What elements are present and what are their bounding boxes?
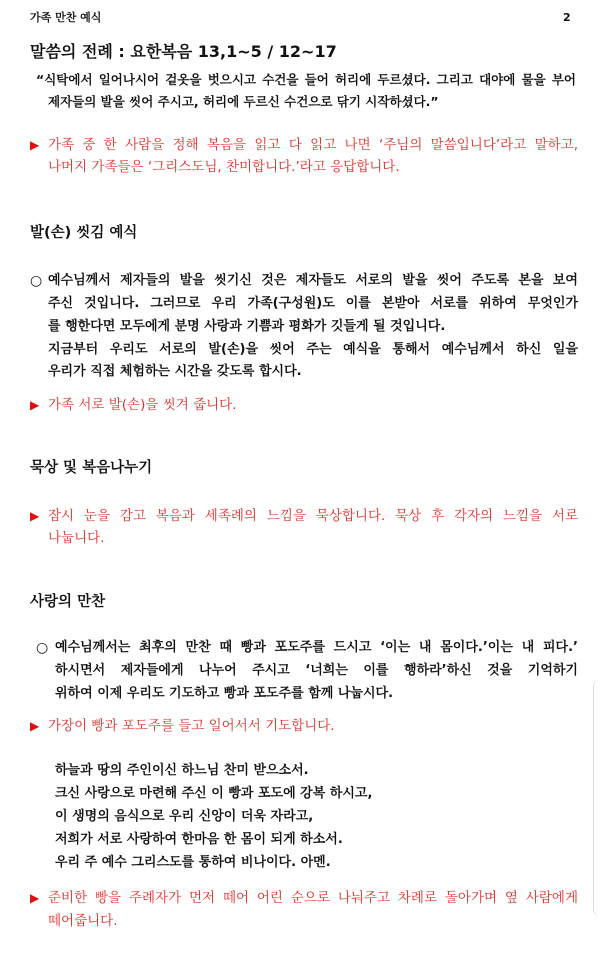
triangle-bullet-icon: ▶ [30,891,40,905]
circle-bullet-icon: ○ [36,640,49,656]
document-header-title: 가족 만찬 예식 [30,11,102,24]
triangle-bullet-icon: ▶ [30,719,40,733]
instruction-line: 가족 중 한 사람을 정해 복음을 읽고 다 읽고 나면 ‘주님의 말씀입니다’라고 말하고, [48,137,578,153]
instruction-line: 가족 서로 발(손)을 씻겨 줍니다. [48,397,237,413]
prayer-line: 하늘과 땅의 주인이신 하느님 찬미 받으소서. [55,763,309,778]
triangle-bullet-icon: ▶ [30,138,40,152]
section-title-meditation: 묵상 및 복음나누기 [30,460,153,476]
instruction-line: 준비한 빵을 주례자가 먼저 떼어 어린 순으로 나눠주고 차례로 돌아가며 옆 사람에게 [48,890,578,906]
scrollbar[interactable] [593,680,601,916]
instruction-line: 잠시 눈을 감고 복음과 세족례의 느낌을 묵상합니다. 묵상 후 각자의 느낌을 서로 [48,508,578,524]
scripture-quote-line: “식탁에서 일어나시어 겉옷을 벗으시고 수건을 들어 허리에 두르셨다. 그리고 대야에 물을 부어 [36,72,576,87]
page-number: 2 [563,11,571,24]
instruction-line: 나눕니다. [48,530,105,546]
prayer-line: 우리 주 예수 그리스도를 통하여 비나이다. 아멘. [55,855,331,870]
prayer-line: 이 생명의 음식으로 우리 신앙이 더욱 자라고, [55,809,314,824]
instruction-line: 떼어줍니다. [48,913,118,929]
section-title-word-liturgy: 말씀의 전례 : 요한복음 13,1~5 / 12~17 [30,42,337,61]
instruction-line: 가장이 빵과 포도주를 들고 일어서서 기도합니다. [48,718,335,734]
section-title-washing: 발(손) 씻김 예식 [30,225,138,241]
prayer-line: 저희가 서로 사랑하여 한마음 한 몸이 되게 하소서. [55,832,343,847]
paragraph-line: 주신 것입니다. 그러므로 우리 가족(구성원)도 이를 본받아 서로를 위하여 무엇인가 [48,296,578,311]
paragraph-line: 예수님께서는 최후의 만찬 때 빵과 포도주를 드시고 ‘이는 내 몸이다.’이는 내 피다.’ [55,640,578,655]
paragraph-line: 를 행한다면 모두에게 분명 사랑과 기쁨과 평화가 깃들게 될 것입니다. [48,319,446,334]
prayer-line: 크신 사랑으로 마련해 주신 이 빵과 포도에 강복 하시고, [55,786,373,801]
triangle-bullet-icon: ▶ [30,398,40,412]
triangle-bullet-icon: ▶ [30,509,40,523]
circle-bullet-icon: ○ [30,273,43,289]
section-title-love-supper: 사랑의 만찬 [30,594,106,610]
paragraph-line: 지금부터 우리도 서로의 발(손)을 씻어 주는 예식을 통해서 예수님께서 하신 일을 [48,342,578,357]
instruction-line: 나머지 가족들은 ‘그리스도님, 찬미합니다.’라고 응답합니다. [48,159,400,175]
paragraph-line: 하시면서 제자들에게 나누어 주시고 ‘너희는 이를 행하라’하신 것을 기억하기 [55,663,578,678]
paragraph-line: 우리가 직접 체험하는 시간을 갖도록 합시다. [48,364,302,379]
paragraph-line: 위하여 이제 우리도 기도하고 빵과 포도주를 함께 나눕시다. [55,686,394,701]
scripture-quote-line: 제자들의 발을 씻어 주시고, 허리에 두르신 수건으로 닦기 시작하셨다.” [48,94,439,109]
paragraph-line: 예수님께서 제자들의 발을 씻기신 것은 제자들도 서로의 발을 씻어 주도록 본을 보여 [48,273,578,288]
